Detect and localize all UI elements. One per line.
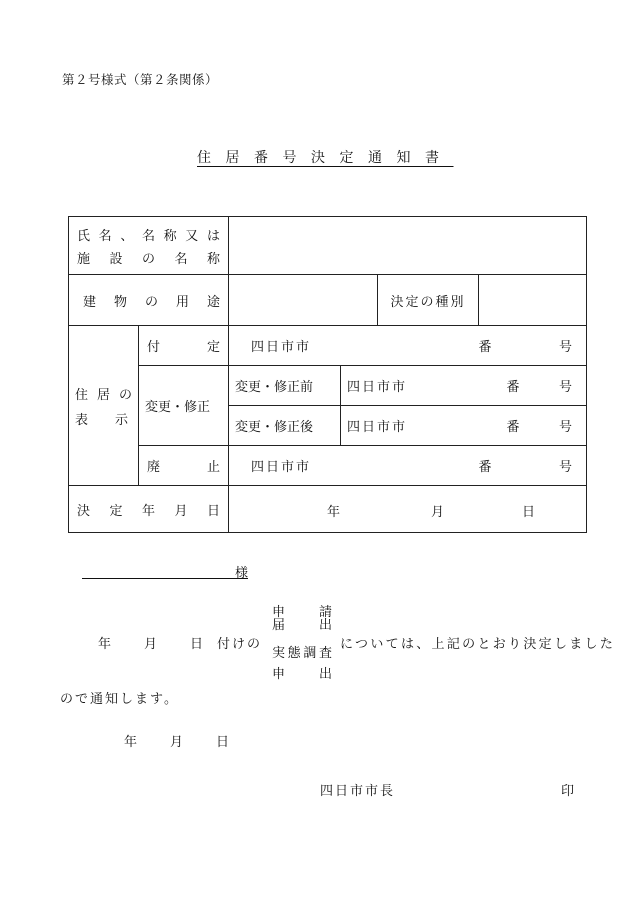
- city-text: 四日市市: [251, 340, 312, 355]
- change-before-address-field[interactable]: [341, 366, 587, 406]
- abolish-label-cell: 廃 止: [139, 446, 229, 486]
- body-text-cont: ので通知します。: [60, 692, 179, 707]
- document-title: 住居番号決定通知書: [197, 150, 454, 166]
- body-day: 日: [190, 637, 204, 652]
- go-text: 号: [558, 420, 572, 435]
- month-text: 月: [431, 505, 445, 520]
- issue-day: 日: [216, 735, 230, 750]
- abolish-address-field[interactable]: [229, 446, 587, 486]
- change-after-label: 変更・修正後: [229, 406, 341, 446]
- ban-text: 番: [506, 420, 520, 435]
- go-text: 号: [558, 380, 572, 395]
- issue-month: 月: [170, 735, 184, 750]
- issue-year: 年: [124, 735, 138, 750]
- notice-table: [68, 216, 587, 533]
- decision-date-field[interactable]: [229, 486, 587, 533]
- option-shinsei: 申 請: [272, 605, 332, 620]
- ban-text: 番: [478, 340, 492, 355]
- building-use-label-cell: 建 物 の 用 途: [69, 275, 229, 326]
- city-text: 四日市市: [251, 460, 312, 475]
- building-use-field[interactable]: [229, 275, 378, 326]
- name-label-cell: [69, 217, 229, 275]
- decision-type-field[interactable]: [479, 275, 587, 326]
- go-text: 号: [558, 340, 572, 355]
- form-number: 第２号様式（第２条関係）: [62, 72, 219, 87]
- option-jittai-chosa: 実 態 調 査: [272, 646, 332, 661]
- body-month: 月: [144, 637, 158, 652]
- city-text: 四日市市: [347, 380, 408, 395]
- ban-text: 番: [478, 460, 492, 475]
- name-label-line2: 施 設 の 名 称: [77, 251, 221, 267]
- day-text: 日: [522, 505, 536, 520]
- assign-address-field[interactable]: [229, 326, 587, 366]
- seal-mark: 印: [561, 784, 575, 799]
- name-label-line1: 氏 名 、 名 称 又 は: [77, 228, 220, 244]
- option-moushide: 申 出: [272, 667, 332, 682]
- addressee-line[interactable]: [82, 563, 248, 579]
- change-after-address-field[interactable]: [341, 406, 587, 446]
- option-todokede: 届 出: [272, 618, 332, 633]
- decision-type-label: 決定の種別: [378, 275, 479, 326]
- city-text: 四日市市: [347, 420, 408, 435]
- change-before-label: 変更・修正前: [229, 366, 341, 406]
- go-text: 号: [558, 460, 572, 475]
- addressee-sama: 様: [235, 566, 249, 581]
- body-year: 年: [98, 637, 112, 652]
- address-label-cell: 住 居 の 表 示: [69, 326, 139, 486]
- assign-label-cell: 付 定: [139, 326, 229, 366]
- name-value-field[interactable]: [229, 217, 587, 275]
- mayor-signature: 四日市市長: [320, 784, 396, 799]
- body-dated: 付けの: [217, 637, 263, 652]
- ban-text: 番: [506, 380, 520, 395]
- change-label-cell: 変更・修正: [139, 366, 229, 446]
- body-text-main: については、上記のとおり決定しました: [340, 637, 616, 652]
- year-text: 年: [327, 505, 341, 520]
- date-label-cell: 決 定 年 月 日: [69, 486, 229, 533]
